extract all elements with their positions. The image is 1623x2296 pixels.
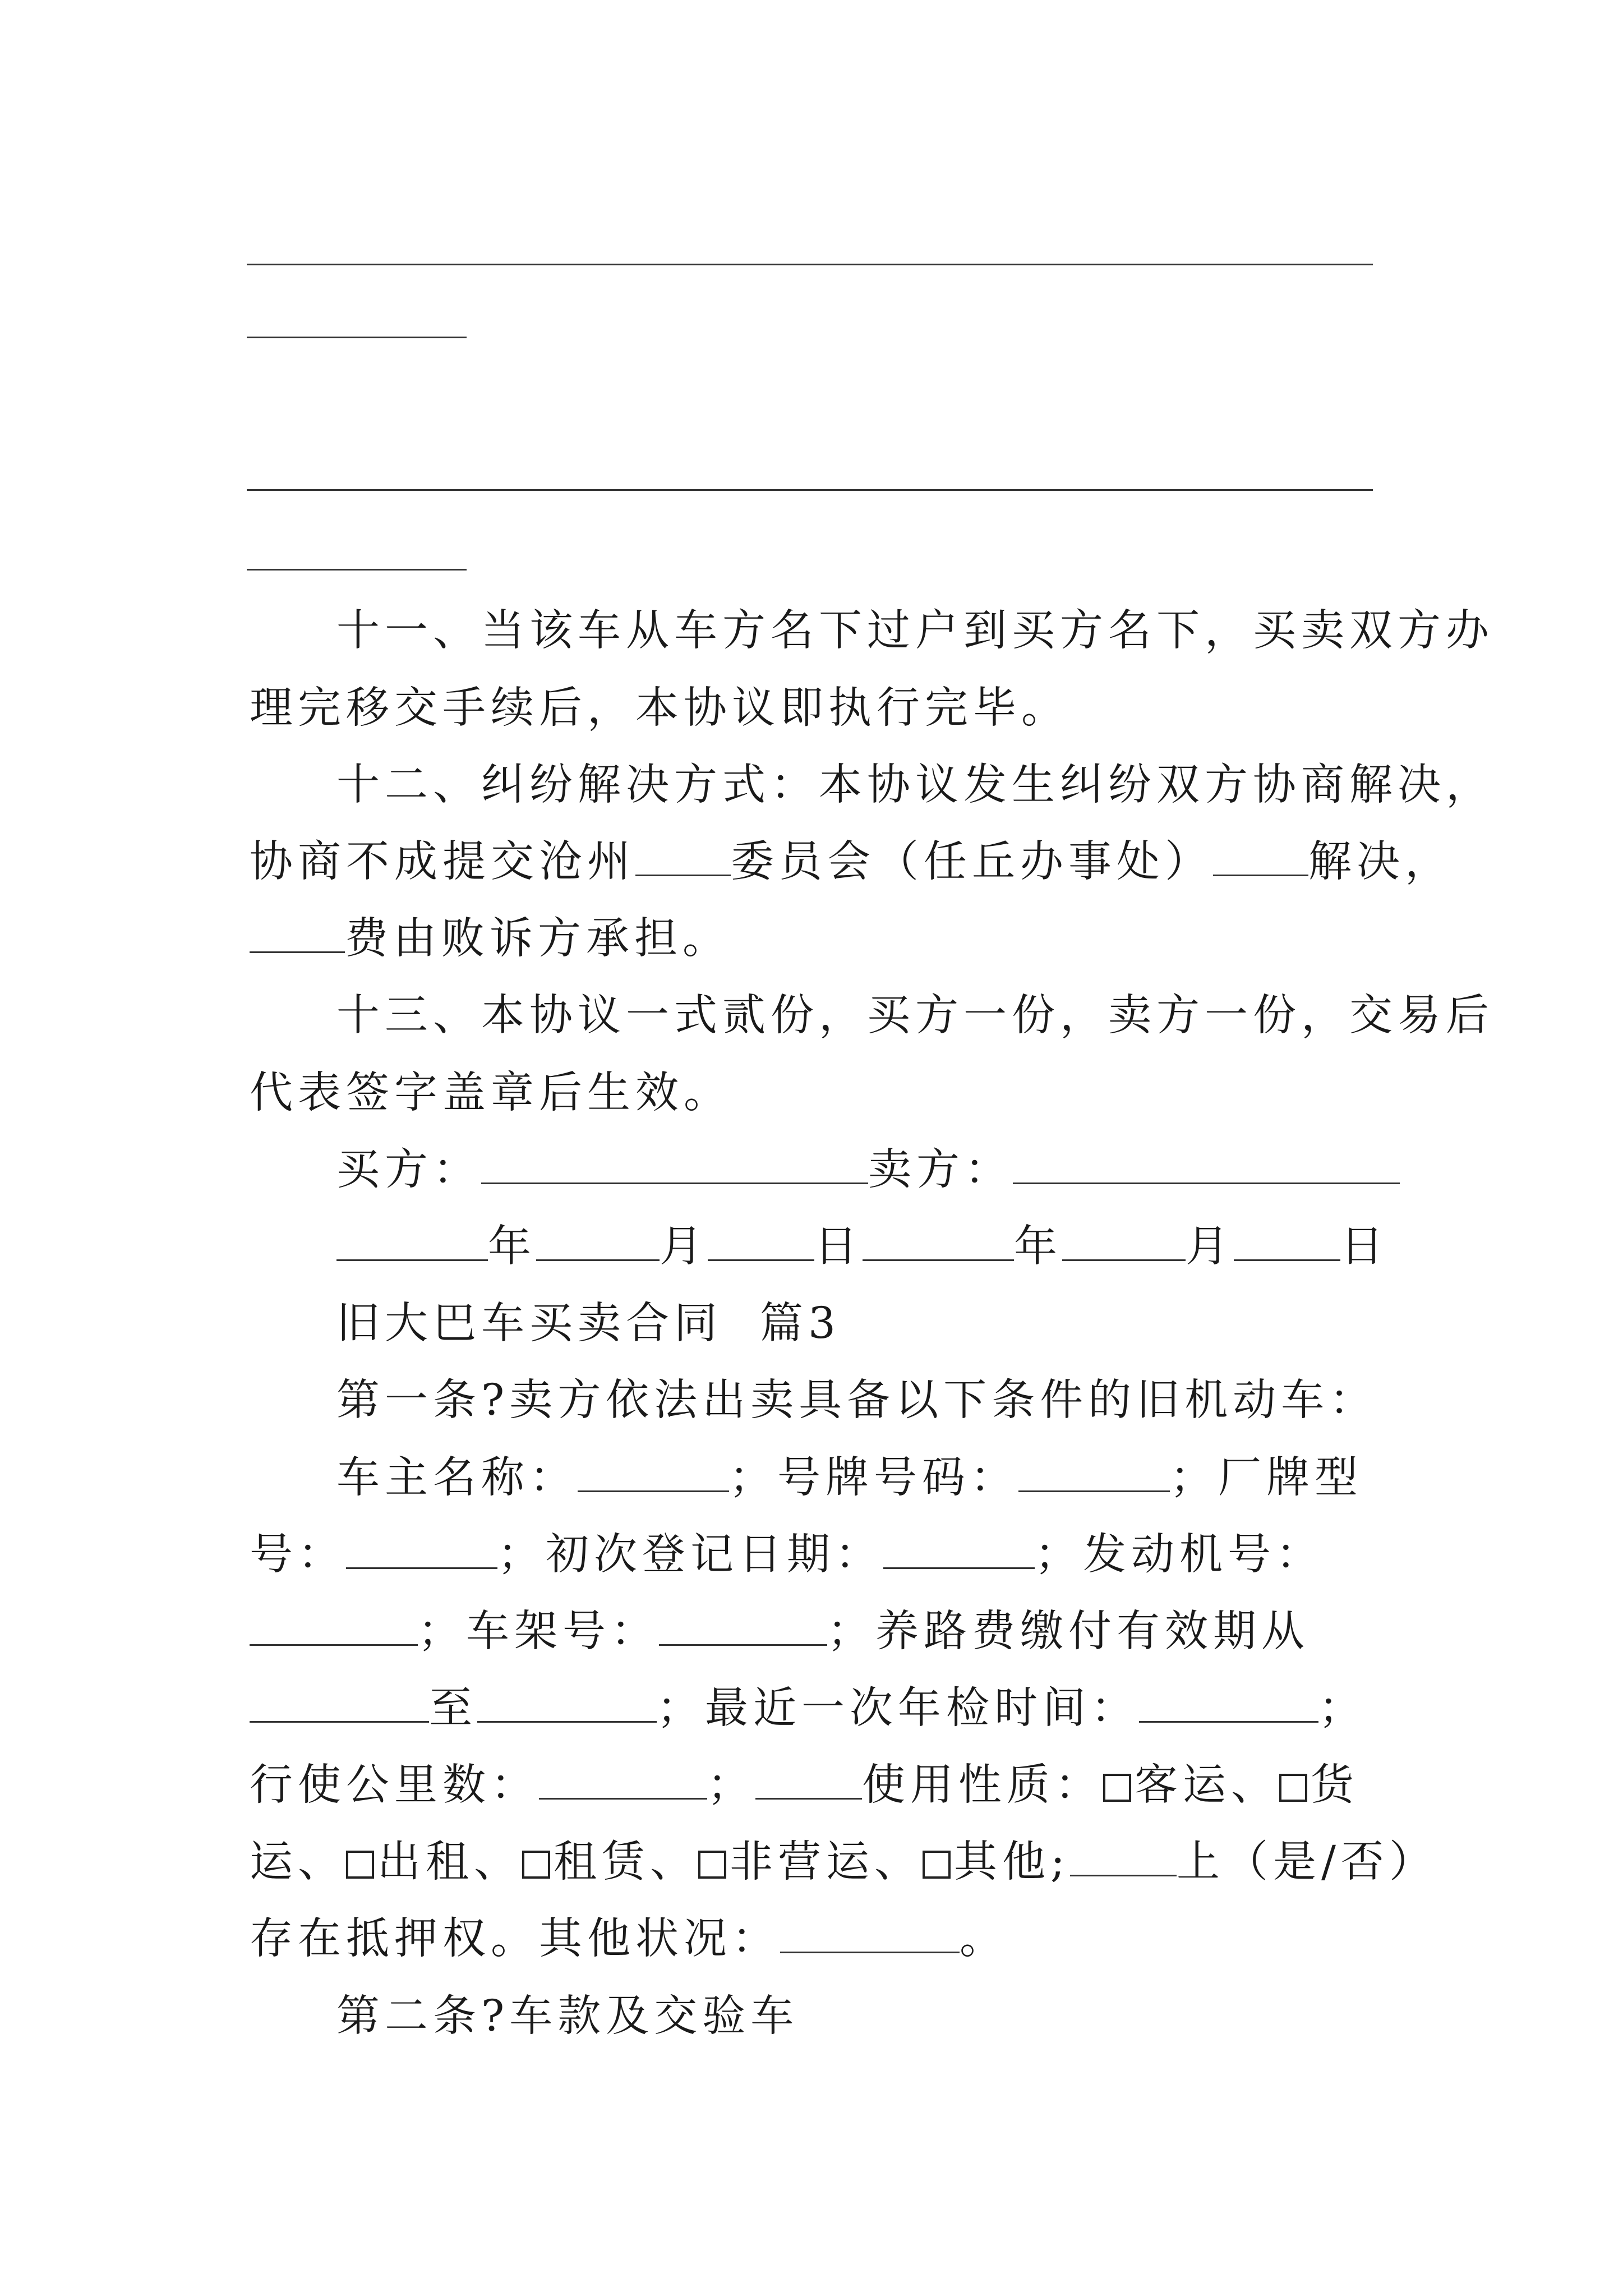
clause-12-line-2: 协商不成提交沧州 委员会（任丘办事处） 解决， [250,831,1394,893]
article-1-title: 第一条?卖方依法出卖具备以下条件的旧机动车： [336,1375,1378,1425]
lease-checkbox[interactable] [522,1851,550,1879]
clause-12-line-1: 十二、纠纷解决方式：本协议发生纠纷双方协商解决， [336,760,1494,810]
article-1-line-4: 至 ；最近一次年检时间： ； [250,1678,1394,1740]
clause-13-line-1: 十三、本协议一式贰份，买方一份，卖方一份，交易后 [336,991,1494,1041]
blank-line [247,569,467,570]
signature-parties: 买方： 卖方： [336,1139,1394,1201]
clause-11-line-1: 十一、当该车从车方名下过户到买方名下，买卖双方办 [336,606,1494,656]
other-checkbox[interactable] [923,1851,951,1879]
freight-checkbox[interactable] [1279,1774,1307,1802]
article-1-line-2: 号： ；初次登记日期： ；发动机号： [250,1524,1394,1586]
clause-11-line-2: 理完移交手续后，本协议即执行完毕。 [250,683,1069,733]
clause-12-line-3: 费由败诉方承担。 [250,908,1394,970]
section-title: 旧大巴车买卖合同 篇3 [336,1299,841,1349]
article-2-title: 第二条?车款及交验车 [336,1991,799,2041]
article-1-line-6: 运、 出租、 租赁、 非营运、 其他; 上（是/否） [250,1832,1394,1893]
signature-dates: 年 月 日 年 月 日 [336,1216,1394,1278]
blank-line [247,337,467,338]
article-1-line-3: ；车架号： ；养路费缴付有效期从 [250,1601,1394,1663]
passenger-checkbox[interactable] [1103,1774,1131,1802]
clause-13-line-2: 代表签字盖章后生效。 [250,1068,732,1118]
article-1-line-5: 行使公里数： ； 使用性质： 客运、 货 [250,1755,1394,1816]
blank-line [247,489,1373,491]
article-1-line-1: 车主名称： ；号牌号码： ；厂牌型 [336,1447,1394,1509]
article-1-line-7: 存在抵押权。其他状况： 。 [250,1908,1394,1970]
blank-line [247,264,1373,265]
non-commercial-checkbox[interactable] [698,1851,726,1879]
rental-checkbox[interactable] [346,1851,374,1879]
